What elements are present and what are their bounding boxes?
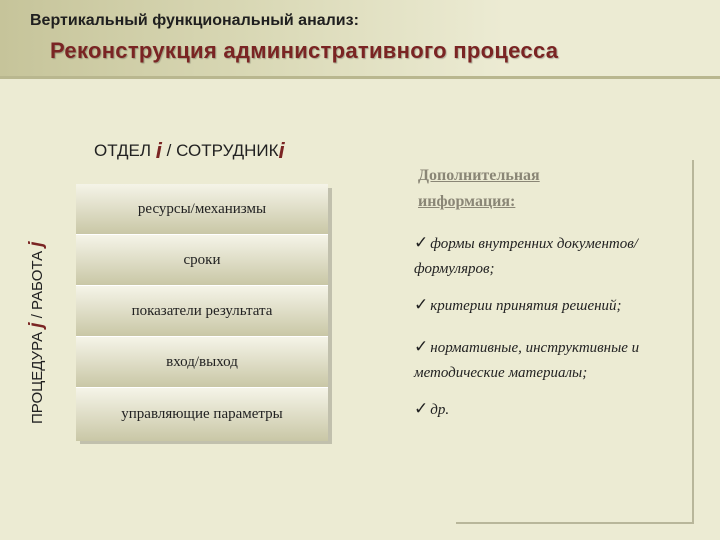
stack-item-control-parameters: управляющие параметры [76, 388, 328, 441]
info-item [414, 230, 694, 282]
info-item [414, 396, 694, 423]
procedure-text: ПРОЦЕДУРА [29, 331, 46, 424]
check-icon: ✓ [414, 295, 429, 314]
stack-item-resources: ресурсы/механизмы [76, 184, 328, 235]
parameter-stack [76, 184, 328, 441]
info-item-text: формы внутренних документов/формуляров; [414, 236, 638, 277]
frame-horizontal-line [456, 522, 694, 524]
stack-item-deadlines: сроки [76, 235, 328, 286]
info-item-text: нормативные, инструктивные и методические материалы; [414, 340, 640, 381]
info-item-text: критерии принятия решений; [430, 298, 622, 314]
employee-text: / СОТРУДНИК [161, 141, 279, 160]
index-j-2: j [26, 241, 47, 247]
header-divider [0, 76, 720, 79]
check-icon: ✓ [414, 233, 429, 252]
check-icon: ✓ [414, 337, 429, 356]
department-axis-label [94, 138, 285, 172]
index-j: j [26, 322, 47, 328]
super-title: Вертикальный функциональный анализ: [30, 12, 359, 29]
department-text: ОТДЕЛ [94, 141, 152, 160]
procedure-axis-label [26, 174, 56, 424]
index-i-2: i [278, 138, 285, 163]
check-icon: ✓ [414, 399, 429, 418]
info-item [414, 292, 694, 319]
stack-item-input-output: вход/выход [76, 337, 328, 388]
page-title: Реконструкция административного процесса [50, 38, 559, 63]
info-title: Дополнительная информация: [418, 167, 540, 210]
index-i: i [155, 138, 162, 163]
work-text: / РАБОТА [29, 250, 46, 323]
info-item-text: др. [430, 402, 450, 418]
stack-item-result-indicators: показатели результата [76, 286, 328, 337]
info-item [414, 334, 694, 386]
